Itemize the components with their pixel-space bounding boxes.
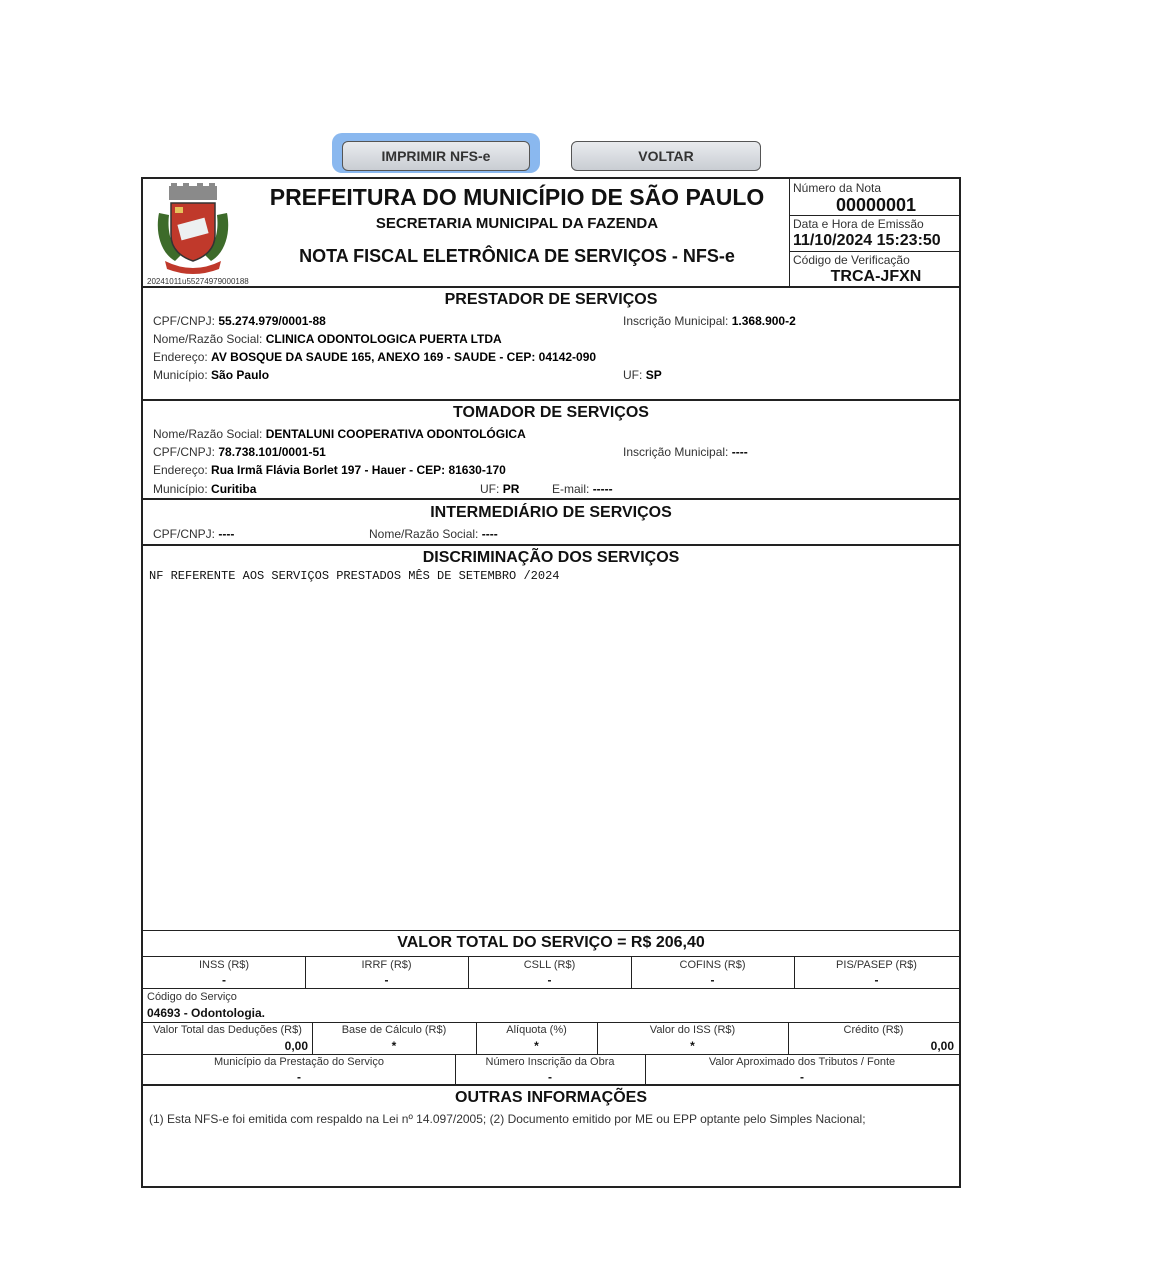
tomador-uf: UF: PR (480, 482, 520, 496)
tomador-title: TOMADOR DE SERVIÇOS (453, 404, 649, 421)
header-box-line (789, 215, 959, 216)
inss-value: - (222, 973, 226, 987)
tomador-municipio: Município: Curitiba (153, 482, 257, 496)
pis-label: PIS/PASEP (R$) (836, 959, 917, 971)
inscricao-obra-label: Número Inscrição da Obra (485, 1056, 615, 1068)
inss-label: INSS (R$) (198, 959, 250, 971)
divider (143, 988, 959, 989)
data-emissao-value: 11/10/2024 15:23:50 (793, 232, 941, 249)
divider (143, 286, 959, 288)
irrf-label: IRRF (R$) (361, 959, 412, 971)
intermediario-title: INTERMEDIÁRIO DE SERVIÇOS (430, 504, 672, 521)
codigo-servico-value: 04693 - Odontologia. (147, 1006, 266, 1020)
header-box-divider (789, 179, 790, 286)
document-title: NOTA FISCAL ELETRÔNICA DE SERVIÇOS - NFS-e (299, 246, 735, 266)
divider (143, 544, 959, 546)
base-calculo-value: * (391, 1039, 397, 1053)
page-subtitle: SECRETARIA MUNICIPAL DA FAZENDA (375, 215, 659, 232)
tomador-email: E-mail: ----- (552, 482, 613, 496)
page-title: PREFEITURA DO MUNICÍPIO DE SÃO PAULO (269, 184, 765, 210)
tomador-cpf: CPF/CNPJ: 78.738.101/0001-51 (153, 445, 326, 459)
municipio-prestacao-value: - (297, 1070, 301, 1084)
deducoes-label: Valor Total das Deduções (R$) (153, 1024, 302, 1036)
prestador-municipio: Município: São Paulo (153, 368, 270, 382)
numero-nota-label: Número da Nota (793, 181, 882, 195)
aliquota-value: * (534, 1039, 539, 1053)
aliquota-label: Alíquota (%) (506, 1024, 567, 1036)
barcode-text: 20241011u55274979000188 (147, 277, 249, 286)
prestador-cpf: CPF/CNPJ: 55.274.979/0001-88 (153, 314, 326, 328)
divider (143, 956, 959, 957)
codigo-verificacao-value: TRCA-JFXN (830, 268, 922, 285)
municipio-prestacao-label: Município da Prestação do Serviço (214, 1056, 384, 1068)
credito-label: Crédito (R$) (843, 1024, 904, 1036)
outras-title: OUTRAS INFORMAÇÕES (455, 1089, 647, 1106)
city-crest-logo (153, 183, 233, 275)
pis-value: - (874, 973, 879, 987)
prestador-nome: Nome/Razão Social: CLINICA ODONTOLOGICA PUERTA LTDA (153, 332, 502, 346)
cofins-value: - (710, 973, 715, 987)
deducoes-value: 0,00 (284, 1039, 308, 1053)
divider (143, 1084, 959, 1086)
valor-total: VALOR TOTAL DO SERVIÇO = R$ 206,40 (397, 934, 705, 951)
intermediario-cpf: CPF/CNPJ: ---- (153, 527, 235, 541)
prestador-im: Inscrição Municipal: 1.368.900-2 (623, 314, 796, 328)
data-emissao-label: Data e Hora de Emissão (793, 217, 924, 231)
divider (143, 1054, 959, 1055)
tributos-aprox-value: - (800, 1070, 804, 1084)
nfse-document (141, 177, 961, 1188)
back-button[interactable]: VOLTAR (571, 141, 761, 171)
inscricao-obra-value: - (548, 1070, 552, 1084)
credito-value: 0,00 (930, 1039, 954, 1053)
tomador-nome: Nome/Razão Social: DENTALUNI COOPERATIVA ODONTOLÓGICA (153, 427, 526, 441)
tomador-im: Inscrição Municipal: ---- (623, 445, 748, 459)
print-button[interactable]: IMPRIMIR NFS-e (342, 141, 530, 171)
numero-nota-value: 00000001 (835, 195, 917, 215)
header-box-line (789, 251, 959, 252)
prestador-uf: UF: SP (623, 368, 662, 382)
irrf-value: - (384, 973, 389, 987)
cofins-label: COFINS (R$) (679, 959, 746, 971)
tomador-endereco: Endereço: Rua Irmã Flávia Borlet 197 - Hauer - CEP: 81630-170 (153, 463, 506, 477)
outras-text: (1) Esta NFS-e foi emitida com respaldo na Lei nº 14.097/2005; (2) Documento emitido por ME ou EPP optante pelo Simples Nacional; (149, 1112, 866, 1126)
csll-label: CSLL (R$) (523, 959, 576, 971)
valor-iss-label: Valor do ISS (R$) (649, 1024, 736, 1036)
codigo-servico-label: Código do Serviço (147, 991, 237, 1003)
divider (143, 1022, 959, 1023)
prestador-endereco: Endereço: AV BOSQUE DA SAUDE 165, ANEXO 169 - SAUDE - CEP: 04142-090 (153, 350, 597, 364)
codigo-verificacao-label: Código de Verificação (793, 253, 910, 267)
prestador-title: PRESTADOR DE SERVIÇOS (444, 291, 658, 308)
discriminacao-text: NF REFERENTE AOS SERVIÇOS PRESTADOS MÊS DE SETEMBRO /2024 (149, 569, 560, 583)
tributos-aprox-label: Valor Aproximado dos Tributos / Fonte (708, 1056, 896, 1068)
divider (143, 399, 959, 401)
intermediario-nome: Nome/Razão Social: ---- (369, 527, 498, 541)
divider (143, 930, 959, 931)
base-calculo-label: Base de Cálculo (R$) (341, 1024, 447, 1036)
discriminacao-title: DISCRIMINAÇÃO DOS SERVIÇOS (422, 549, 680, 566)
valor-iss-value: * (690, 1039, 695, 1053)
csll-value: - (547, 973, 552, 987)
divider (143, 498, 959, 500)
